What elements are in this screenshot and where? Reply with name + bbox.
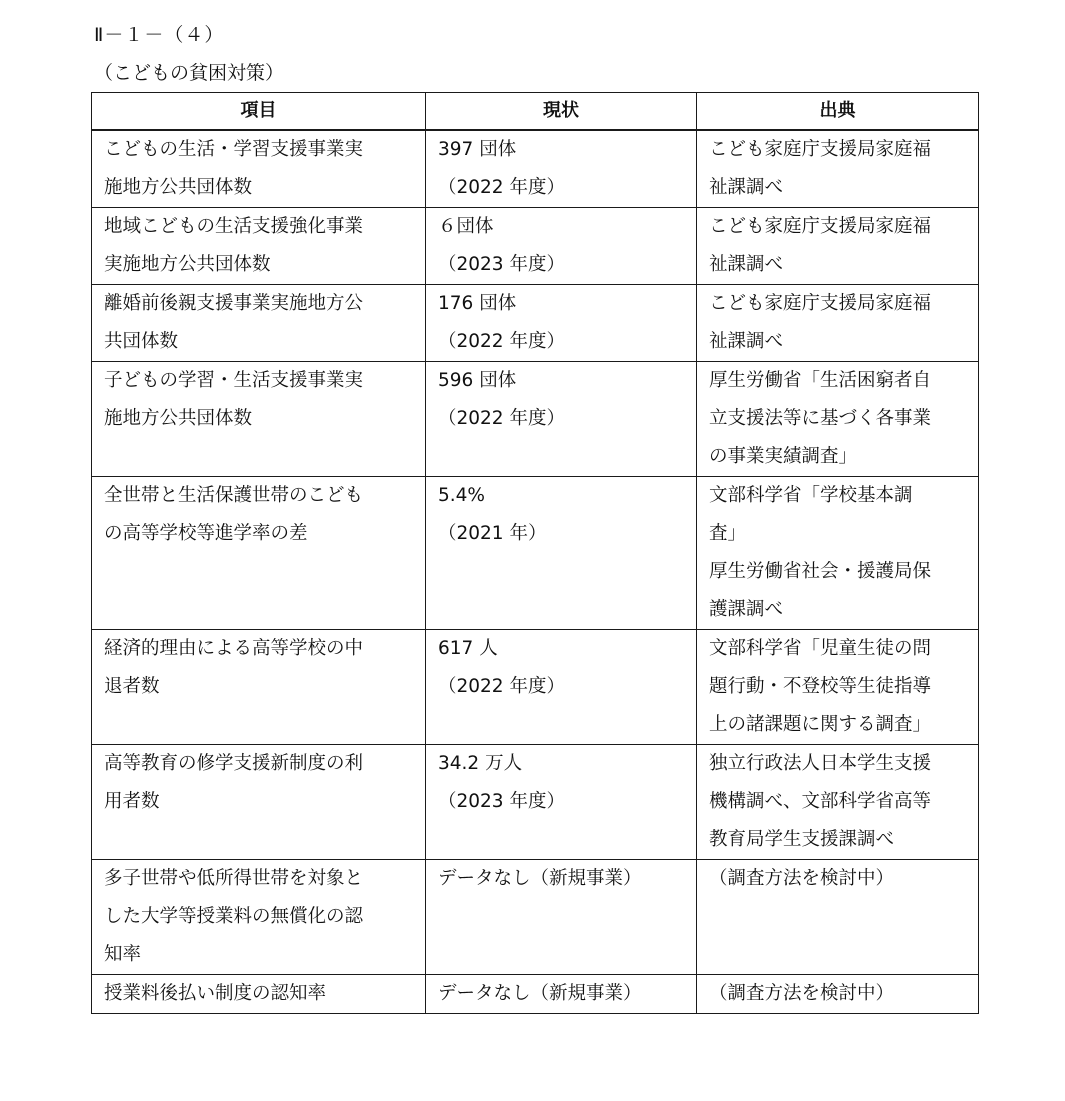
cell-status-line: 596 団体: [438, 370, 517, 391]
cell-source-line: （調査方法を検討中）: [709, 868, 895, 889]
cell-source-line: 厚生労働省「生活困窮者自: [709, 370, 932, 391]
cell-status: [426, 362, 697, 477]
cell-item-line: 用者数: [104, 791, 160, 812]
cell-status: [426, 130, 697, 208]
cell-item-line: 離婚前後親支援事業実施地方公: [104, 293, 364, 314]
cell-source-line: こども家庭庁支援局家庭福: [709, 139, 932, 160]
cell-item-line: 経済的理由による高等学校の中: [104, 638, 364, 659]
cell-source-line: 題行動・不登校等生徒指導: [709, 676, 932, 697]
section-number: Ⅱ－１－（４）: [94, 24, 225, 46]
cell-status-line: データなし（新規事業）: [438, 868, 642, 889]
cell-source-line: 教育局学生支援課調べ: [709, 829, 895, 850]
cell-status-line: データなし（新規事業）: [438, 983, 642, 1004]
cell-item: [92, 860, 426, 975]
cell-source-line: の事業実績調査」: [709, 446, 858, 467]
cell-item: [92, 975, 426, 1014]
cell-item-line: 全世帯と生活保護世帯のこども: [104, 485, 364, 506]
table-row: [92, 975, 979, 1014]
table-row: [92, 477, 979, 630]
cell-item: [92, 362, 426, 477]
cell-item-line: 多子世帯や低所得世帯を対象と: [104, 868, 364, 889]
cell-source: [697, 975, 979, 1014]
cell-item: [92, 477, 426, 630]
cell-source-line: 機構調べ、文部科学省高等: [709, 791, 932, 812]
cell-source-line: 文部科学省「児童生徒の問: [709, 638, 932, 659]
cell-status-line: （2022 年度）: [438, 676, 565, 697]
cell-item-line: 高等教育の修学支援新制度の利: [104, 753, 364, 774]
cell-item-line: 子どもの学習・生活支援事業実: [104, 370, 364, 391]
cell-item-line: 実施地方公共団体数: [104, 254, 271, 275]
cell-item: [92, 285, 426, 362]
cell-item-line: 地域こどもの生活支援強化事業: [104, 216, 364, 237]
cell-source-line: 祉課調べ: [709, 331, 784, 352]
cell-item-line: こどもの生活・学習支援事業実: [104, 139, 364, 160]
cell-source-line: こども家庭庁支援局家庭福: [709, 293, 932, 314]
cell-source: [697, 860, 979, 975]
cell-item-line: 施地方公共団体数: [104, 408, 253, 429]
cell-item-line: した大学等授業料の無償化の認: [104, 906, 364, 927]
cell-status-line: （2022 年度）: [438, 331, 565, 352]
table-row: [92, 860, 979, 975]
table-row: [92, 745, 979, 860]
cell-item: [92, 208, 426, 285]
cell-source-line: 査」: [709, 523, 747, 544]
table-row: [92, 208, 979, 285]
cell-item-line: の高等学校等進学率の差: [104, 523, 308, 544]
table-row: [92, 630, 979, 745]
cell-source-line: 護課調べ: [709, 599, 784, 620]
column-header-status: 現状: [426, 93, 697, 131]
cell-item: [92, 745, 426, 860]
cell-source-line: 厚生労働省社会・援護局保: [709, 561, 932, 582]
column-header-source: 出典: [697, 93, 979, 131]
cell-status-line: 617 人: [438, 638, 498, 659]
cell-item-line: 退者数: [104, 676, 160, 697]
cell-source-line: 祉課調べ: [709, 254, 784, 275]
cell-item: [92, 130, 426, 208]
cell-source: [697, 285, 979, 362]
cell-status-line: 5.4%: [438, 485, 485, 506]
cell-status: [426, 860, 697, 975]
table-row: [92, 362, 979, 477]
cell-item-line: 施地方公共団体数: [104, 177, 253, 198]
cell-status-line: 34.2 万人: [438, 753, 523, 774]
cell-status: [426, 208, 697, 285]
cell-item-line: 共団体数: [104, 331, 179, 352]
section-title: （こどもの貧困対策）: [94, 62, 285, 84]
cell-item-line: 知率: [104, 944, 142, 965]
cell-status-line: （2023 年度）: [438, 791, 565, 812]
cell-source-line: 立支援法等に基づく各事業: [709, 408, 932, 429]
cell-source-line: 上の諸課題に関する調査」: [709, 714, 932, 735]
cell-source: [697, 630, 979, 745]
cell-status: [426, 630, 697, 745]
cell-status: [426, 975, 697, 1014]
cell-status: [426, 285, 697, 362]
cell-status-line: ６団体: [438, 216, 494, 237]
cell-item-line: 授業料後払い制度の認知率: [104, 983, 327, 1004]
cell-item: [92, 630, 426, 745]
cell-source-line: 文部科学省「学校基本調: [709, 485, 913, 506]
cell-source-line: こども家庭庁支援局家庭福: [709, 216, 932, 237]
cell-status-line: （2022 年度）: [438, 408, 565, 429]
cell-status: [426, 745, 697, 860]
cell-status-line: 397 団体: [438, 139, 517, 160]
cell-status-line: （2022 年度）: [438, 177, 565, 198]
cell-status-line: 176 団体: [438, 293, 517, 314]
table-row: [92, 130, 979, 208]
table-header-row: [92, 93, 979, 131]
cell-source: [697, 208, 979, 285]
cell-status-line: （2023 年度）: [438, 254, 565, 275]
column-header-item: 項目: [92, 93, 426, 131]
cell-source: [697, 362, 979, 477]
cell-status-line: （2021 年）: [438, 523, 547, 544]
table-body: [92, 130, 979, 1014]
cell-source: [697, 130, 979, 208]
cell-source-line: 祉課調べ: [709, 177, 784, 198]
cell-source: [697, 745, 979, 860]
cell-source-line: （調査方法を検討中）: [709, 983, 895, 1004]
cell-status: [426, 477, 697, 630]
cell-source: [697, 477, 979, 630]
table-row: [92, 285, 979, 362]
cell-source-line: 独立行政法人日本学生支援: [709, 753, 932, 774]
indicator-table: [91, 92, 979, 1014]
